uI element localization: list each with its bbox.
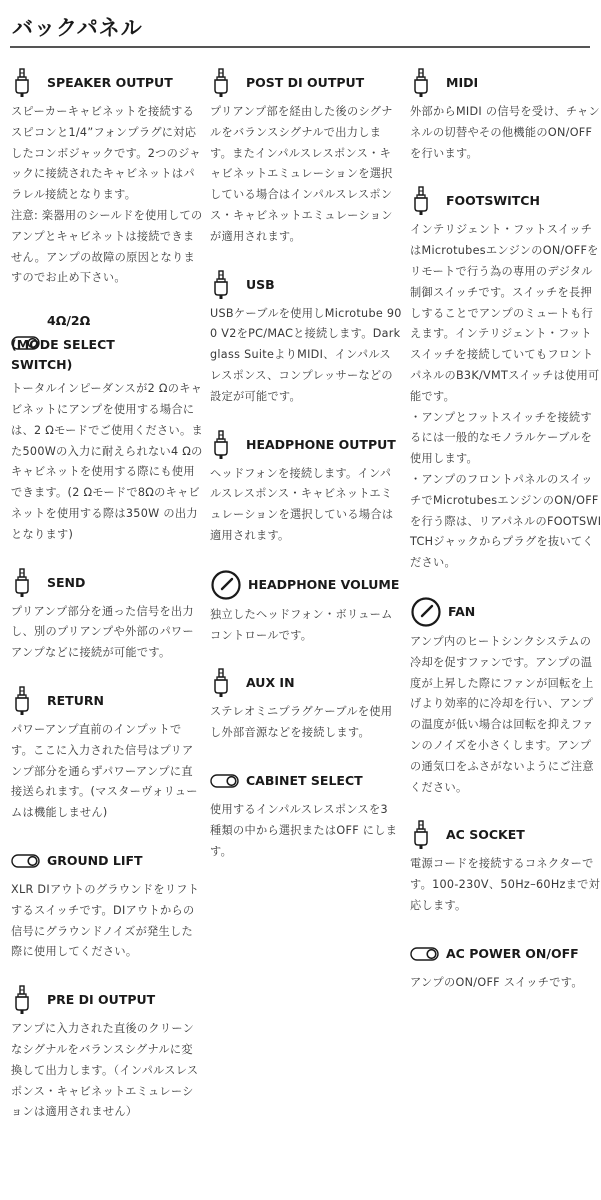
section-description — [11, 102, 203, 289]
toggle-switch-icon — [410, 946, 440, 962]
section-title — [47, 573, 85, 593]
section-description — [210, 304, 402, 408]
description-paragraph: プリアンプ部分を通った信号を出力し、別のプリアンプや外部のパワーアンプなどに接続が可能です。 — [11, 604, 194, 660]
section-title-text: HEADPHONE VOLUME — [248, 576, 400, 592]
section-header — [410, 939, 601, 969]
section-description — [410, 102, 601, 164]
title-divider — [10, 46, 590, 48]
section-subtitle: (MODE SELECT SWITCH) — [11, 337, 115, 373]
section-title — [47, 691, 104, 711]
section-title-text: FAN — [448, 603, 476, 619]
section-ac-power-on-off — [410, 939, 601, 994]
section-header — [210, 68, 402, 98]
section-header — [210, 668, 402, 698]
section-title — [446, 825, 525, 845]
section-title-text: RETURN — [47, 692, 104, 708]
column-right — [410, 68, 601, 1016]
description-paragraph: 使用するインパルスレスポンスを3 種類の中から選択またはOFF にします。 — [210, 802, 398, 858]
description-paragraph: アンプ内のヒートシンクシステムの冷却を促すファンです。アンプの温度が上昇した際にファンが回転を上げより効率的に冷却を行い、アンプの温度が低い場合は回転を抑えファンのノイズを小さくします。アンプの通気口をふさがないようにご注意ください。 — [410, 634, 594, 794]
description-paragraph: トータルインピーダンスが2 Ωのキャビネットにアンプを使用する場合には、2 Ωモードでご使用ください。また500Wの入力に耐えられない4 Ωのキャビネットを使用する際にも使用できます。(2 Ωモードで8Ωのキャビネットを使用する際は350W の出力となります) — [11, 382, 203, 541]
description-paragraph: 電源コードを接続するコネクターです。100-230V、50Hz–60Hzまで対応します。 — [410, 857, 601, 912]
section-title-text: MIDI — [446, 75, 479, 90]
section-header — [11, 311, 203, 375]
jack-icon — [11, 985, 33, 1015]
description-paragraph: インテリジェント・フットスイッチはMicrotubesエンジンのON/OFFをリモートで行う為の専用のデジタル制御スイッチです。スイッチを長押しすることでアンプのミュートも行えます。インテリジェント・フットスイッチを接続していてもフロントパネルのB3K/VMTスイッチは使用可能です。 — [410, 223, 600, 403]
section-header — [210, 766, 402, 796]
section-title — [47, 990, 155, 1010]
section-description — [210, 702, 402, 744]
section-header — [11, 846, 203, 876]
section-title — [446, 944, 579, 964]
section-title-text: HEADPHONE OUTPUT — [246, 436, 396, 452]
description-paragraph: 独立したヘッドフォン・ボリュームコントロールです。 — [210, 607, 393, 642]
description-paragraph: ・アンプとフットスイッチを接続するには一般的なモノラルケーブルを使用します。 — [410, 410, 593, 466]
section-description — [210, 605, 402, 647]
description-paragraph: XLR DIアウトのグラウンドをリフトするスイッチです。DIアウトからの信号にグラウンドノイズが発生した際に使用してください。 — [11, 882, 200, 959]
section-title-text: POST DI OUTPUT — [246, 75, 365, 90]
jack-icon — [410, 820, 432, 850]
jack-icon — [210, 668, 232, 698]
section-description — [210, 464, 402, 547]
section-cabinet-select — [210, 766, 402, 862]
section-header — [410, 68, 601, 98]
section-pre-di-output — [11, 985, 203, 1123]
section-title-text: AC SOCKET — [446, 827, 525, 843]
description-paragraph: USBケーブルを使用しMicrotube 900 V2をPC/MACと接続します。Darkglass SuiteよりMIDI、インパルスレスポンス、コンプレッサーなどの設定が可能です。 — [210, 306, 402, 403]
jack-icon — [210, 68, 232, 98]
section-description — [410, 973, 601, 994]
description-paragraph: パワーアンプ直前のインプットです。ここに入力された信号はプリアンプ部分を通らずパワーアンプに直接送られます。(マスターヴォリュームは機能しません) — [11, 722, 198, 820]
section-title — [47, 851, 143, 871]
section-title — [246, 435, 396, 455]
section-header — [410, 820, 601, 850]
section-aux-in — [210, 668, 402, 744]
section-title-text: AUX IN — [246, 675, 295, 691]
section-4-2 — [11, 311, 203, 545]
section-ac-socket — [410, 820, 601, 916]
section-speaker-output — [11, 68, 203, 289]
section-headphone-output — [210, 430, 402, 547]
section-title — [246, 771, 363, 791]
column-middle — [210, 68, 402, 884]
section-description — [410, 632, 601, 798]
jack-icon — [11, 686, 33, 716]
section-header — [410, 596, 601, 628]
section-title-text: SPEAKER OUTPUT — [47, 75, 173, 90]
knob-icon — [410, 596, 442, 628]
section-title — [446, 191, 540, 211]
section-header — [11, 985, 203, 1015]
section-return — [11, 686, 203, 824]
section-description — [210, 102, 402, 248]
section-title — [11, 311, 180, 375]
column-left — [11, 68, 203, 1145]
section-headphone-volume — [210, 569, 402, 647]
section-description — [410, 854, 601, 916]
section-title — [448, 602, 475, 622]
section-description — [11, 1019, 203, 1123]
section-header — [11, 686, 203, 716]
description-paragraph: アンプに入力された直後のクリーンなシグナルをバランスシグナルに変換して出力します。（インパルスレスポンス・キャビネットエミュレーションは適用されません） — [11, 1022, 199, 1119]
section-title — [446, 73, 478, 93]
section-post-di-output — [210, 68, 402, 248]
section-title — [246, 673, 295, 693]
toggle-switch-icon — [11, 853, 41, 869]
section-title-text: CABINET SELECT — [246, 772, 363, 788]
jack-icon — [11, 68, 33, 98]
section-header — [210, 270, 402, 300]
description-paragraph: ヘッドフォンを接続します。インパルスレスポンス・キャビネットエミュレーションを選択している場合は適用されます。 — [210, 466, 394, 542]
toggle-switch-icon — [210, 773, 240, 789]
section-title-text: 4Ω/2Ω — [47, 313, 91, 329]
section-title — [47, 73, 173, 93]
section-midi — [410, 68, 601, 164]
jack-icon — [410, 186, 432, 216]
section-title — [248, 575, 399, 595]
jack-icon — [210, 270, 232, 300]
section-title-text: GROUND LIFT — [47, 852, 143, 868]
section-header — [11, 568, 203, 598]
section-title-text: AC POWER ON/OFF — [446, 945, 579, 961]
section-title-text: PRE DI OUTPUT — [47, 992, 156, 1008]
section-header — [11, 68, 203, 98]
section-send — [11, 568, 203, 664]
section-ground-lift — [11, 846, 203, 963]
section-title — [246, 275, 275, 295]
jack-icon — [410, 68, 432, 98]
section-fan — [410, 596, 601, 798]
jack-icon — [11, 568, 33, 598]
description-paragraph: アンプのON/OFF スイッチです。 — [410, 975, 583, 989]
section-title-text: USB — [246, 276, 275, 292]
description-paragraph: ・アンプのフロントパネルのスイッチでMicrotubesエンジンのON/OFF を行う際は、リアパネルのFOOTSWITCHジャックからプラグを抜いてください。 — [410, 472, 601, 570]
section-description — [11, 379, 203, 545]
section-title — [246, 73, 364, 93]
description-paragraph: プリアンプ部を経由した後のシグナルをバランスシグナルで出力します。またインパルスレスポンス・キャビネットエミュレーションを選択している場合はインパルスレスポンス・キャビネットエミュレーションが適用されます。 — [210, 105, 393, 243]
knob-icon — [210, 569, 242, 601]
section-title-text: SEND — [47, 574, 86, 590]
section-footswitch — [410, 186, 601, 574]
section-description — [11, 720, 203, 824]
jack-icon — [210, 430, 232, 460]
section-description — [11, 880, 203, 963]
section-description — [11, 602, 203, 664]
section-description — [210, 800, 402, 862]
section-usb — [210, 270, 402, 408]
page-title: バックパネル — [12, 16, 143, 40]
section-header — [210, 569, 402, 601]
section-title-text: FOOTSWITCH — [446, 193, 540, 209]
description-paragraph: スピーカーキャビネットを接続するスピコンと1/4”フォンプラグに対応したコンボジャックです。2つのジャックに接続されたキャビネットはパラレル接続となります。 — [11, 105, 201, 202]
section-header — [410, 186, 601, 216]
description-paragraph: 外部からMIDI の信号を受け、チャンネルの切替やその他機能のON/OFF を行います。 — [410, 105, 600, 160]
description-paragraph: 注意: 楽器用のシールドを使用してのアンプとキャビネットは接続できません。アンプの故障の原因となりますのでお止め下さい。 — [11, 208, 203, 285]
description-paragraph: ステレオミニプラグケーブルを使用し外部音源などを接続します。 — [210, 705, 393, 740]
section-description — [410, 220, 601, 574]
section-header — [210, 430, 402, 460]
